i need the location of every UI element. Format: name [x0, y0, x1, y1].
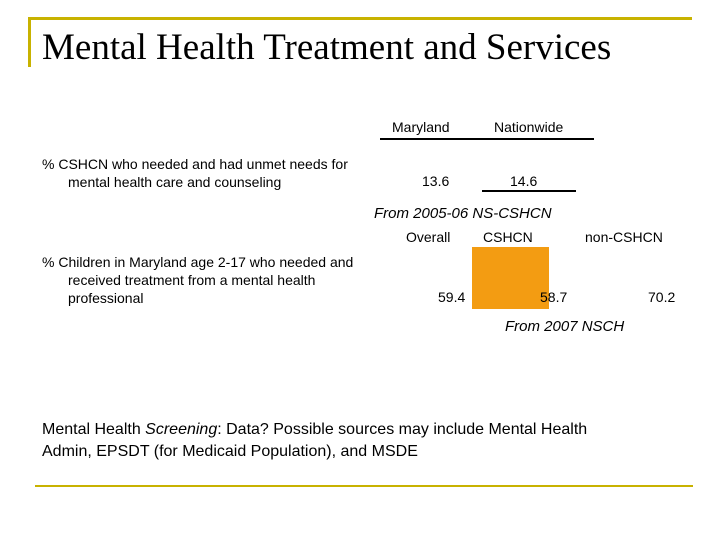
table2-row-label-line1: % Children in Maryland age 2-17 who needed and [42, 254, 354, 270]
slide-title: Mental Health Treatment and Services [42, 27, 612, 68]
table1-row-label [42, 155, 348, 191]
top-rule [28, 17, 692, 20]
table2-header-non-cshcn: non-CSHCN [585, 229, 663, 245]
screening-note-rest: : Data? Possible sources may include Mental Health [217, 421, 588, 438]
table1-header-maryland: Maryland [392, 119, 450, 135]
cshcn-highlight-cell [472, 247, 549, 309]
table1-value-maryland: 13.6 [422, 173, 450, 189]
table2-value-non-cshcn: 70.2 [648, 289, 676, 305]
table1-header-nationwide: Nationwide [494, 119, 564, 135]
table2-row-label-line2: received treatment from a mental health [68, 272, 316, 288]
table1-row-label-line2: mental health care and counseling [68, 174, 282, 190]
screening-note [42, 419, 682, 463]
table2-row-label-line3: professional [68, 290, 144, 306]
table2-row-label [42, 253, 353, 307]
table1-header-underline [380, 138, 594, 140]
table2-value-cshcn: 58.7 [540, 289, 568, 305]
screening-note-prefix: Mental Health [42, 421, 146, 438]
table1-source: From 2005-06 NS-CSHCN [374, 205, 552, 222]
table2-value-overall: 59.4 [438, 289, 466, 305]
screening-note-line1 [42, 419, 682, 441]
table2-header-overall: Overall [406, 229, 451, 245]
table1-value-underline [482, 190, 576, 192]
table1-value-nationwide: 14.6 [510, 173, 538, 189]
bottom-rule [35, 485, 693, 487]
screening-emphasis: Screening [145, 421, 218, 438]
screening-note-line2: Admin, EPSDT (for Medicaid Population), and MSDE [42, 443, 418, 460]
table2-header-cshcn: CSHCN [483, 229, 533, 245]
left-rule [28, 17, 31, 67]
table2-source: From 2007 NSCH [505, 318, 625, 335]
table1-row-label-line1: % CSHCN who needed and had unmet needs for [42, 156, 348, 172]
